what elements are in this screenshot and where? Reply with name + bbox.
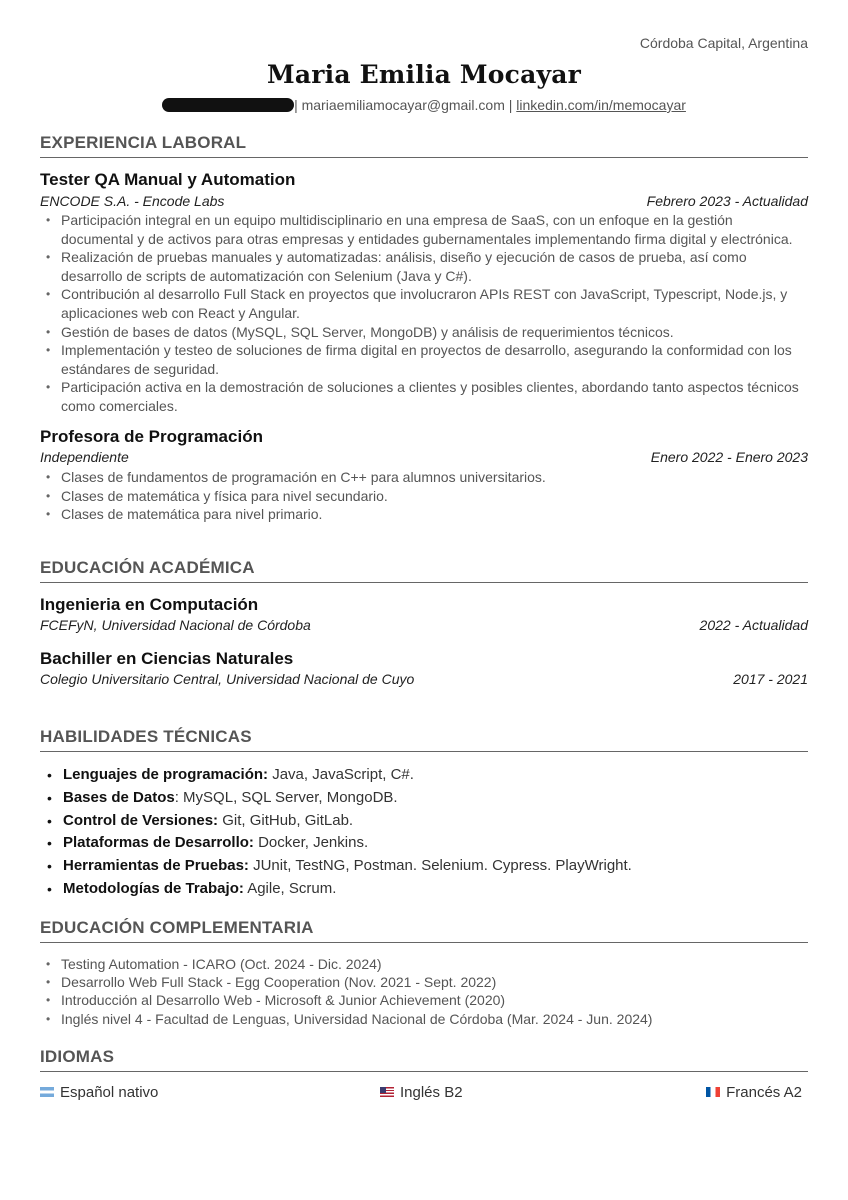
job-dates: Febrero 2023 - Actualidad (646, 193, 808, 209)
linkedin-link[interactable]: linkedin.com/in/memocayar (516, 97, 686, 113)
contact-separator-2: | (504, 97, 517, 113)
section-title-experience: EXPERIENCIA LABORAL (40, 133, 247, 152)
skill-label: Control de Versiones: (63, 811, 219, 829)
job-dates: Enero 2022 - Enero 2023 (650, 449, 808, 465)
job-title: Tester QA Manual y Automation (40, 170, 296, 189)
list-item (40, 832, 808, 855)
section-title-complementary: EDUCACIÓN COMPLEMENTARIA (40, 918, 314, 937)
skill-value: Docker, Jenkins. (253, 834, 369, 852)
section-title-skills: HABILIDADES TÉCNICAS (40, 727, 252, 746)
section-divider (40, 1071, 808, 1072)
france-flag-icon (706, 1087, 720, 1097)
job-company: Independiente (40, 449, 129, 465)
skill-value: : MySQL, SQL Server, MongoDB. (174, 788, 398, 806)
skill-value: Agile, Scrum. (243, 879, 337, 897)
list-item: • Gestión de bases de datos (MySQL, SQL Server, MongoDB) y análisis de requerimientos técnicos. (40, 323, 808, 342)
contact-separator: | (294, 97, 302, 113)
skill-label: Plataformas de Desarrollo: (63, 834, 254, 852)
language-label: Francés A2 (726, 1084, 802, 1101)
degree-institution: Colegio Universitario Central, Universidad Nacional de Cuyo (40, 671, 415, 687)
section-divider (40, 157, 808, 158)
degree-title: Bachiller en Ciencias Naturales (40, 649, 294, 668)
degree-dates: 2022 - Actualidad (699, 617, 808, 633)
degree-institution: FCEFyN, Universidad Nacional de Córdoba (40, 617, 311, 633)
list-item (40, 855, 808, 878)
language-item (380, 1084, 463, 1101)
list-item: • Participación activa en la demostración de soluciones a clientes y posibles clientes, abordando tanto aspectos técnicos como comerciales. (40, 378, 808, 415)
usa-flag-icon (380, 1087, 394, 1097)
section-title-education: EDUCACIÓN ACADÉMICA (40, 558, 255, 577)
language-item (40, 1084, 158, 1101)
job-bullets (40, 211, 808, 416)
job-bullets (40, 468, 808, 524)
list-item: • Inglés nivel 4 - Facultad de Lenguas, Universidad Nacional de Córdoba (Mar. 2024 - Jun. 2024) (40, 1010, 808, 1028)
list-item: • Desarrollo Web Full Stack - Egg Cooperation (Nov. 2021 - Sept. 2022) (40, 973, 808, 991)
list-item (40, 787, 808, 810)
job-company: ENCODE S.A. - Encode Labs (40, 193, 225, 209)
argentina-flag-icon (40, 1087, 54, 1097)
list-item: • Realización de pruebas manuales y automatizadas: análisis, diseño y ejecución de casos de prueba, así como desarrollo de scripts de automatización con Selenium (Java y C#). (40, 248, 808, 285)
location: Córdoba Capital, Argentina (639, 35, 808, 51)
list-item: • Clases de matemática y física para nivel secundario. (40, 487, 808, 506)
job-subline (40, 449, 808, 465)
job-title: Profesora de Programación (40, 427, 263, 446)
list-item: • Implementación y testeo de soluciones de firma digital en proyectos de desarrollo, asegurando la conformidad con los estándares de seguridad. (40, 341, 808, 378)
list-item (40, 878, 808, 901)
section-divider (40, 942, 808, 943)
skill-label: Metodologías de Trabajo: (63, 879, 244, 897)
degree-subline (40, 671, 808, 687)
complementary-list (40, 955, 808, 1028)
list-item: • Participación integral en un equipo multidisciplinario en una empresa de SaaS, con un enfoque en la gestión documental y de activos para otras empresas y entidades gubernamentales implementando firma digital y electrónica. (40, 211, 808, 248)
list-item: • Testing Automation - ICARO (Oct. 2024 - Dic. 2024) (40, 955, 808, 973)
degree-title: Ingenieria en Computación (40, 595, 259, 614)
skill-value: Git, GitHub, GitLab. (218, 811, 354, 829)
skill-value: JUnit, TestNG, Postman. Selenium. Cypress. PlayWright. (248, 857, 632, 875)
skill-value: Java, JavaScript, C#. (268, 766, 414, 783)
list-item: • Introducción al Desarrollo Web - Microsoft & Junior Achievement (2020) (40, 991, 808, 1009)
language-label: Inglés B2 (400, 1084, 463, 1101)
skill-label: Lenguajes de programación: (63, 766, 269, 783)
email-text: mariaemiliamocayar@gmail.com (301, 97, 505, 113)
degree-subline (40, 617, 808, 633)
job-subline (40, 193, 808, 209)
redacted-phone (162, 98, 294, 112)
contact-line (40, 97, 808, 113)
resume-page (40, 0, 808, 1200)
skill-label: Herramientas de Pruebas: (63, 857, 249, 875)
list-item: • Clases de fundamentos de programación en C++ para alumnos universitarios. (40, 468, 808, 487)
skill-label: Bases de Datos (63, 788, 175, 806)
skills-list (40, 764, 808, 901)
degree-dates: 2017 - 2021 (733, 671, 808, 687)
list-item (40, 764, 808, 787)
list-item: • Clases de matemática para nivel primario. (40, 505, 808, 524)
language-label: Español nativo (60, 1084, 159, 1101)
list-item (40, 810, 808, 833)
section-divider (40, 751, 808, 752)
list-item: • Contribución al desarrollo Full Stack en proyectos que involucraron APIs REST con JavaScript, Typescript, Node.js, y aplicaciones web con React y Angular. (40, 285, 808, 322)
language-item (706, 1084, 802, 1101)
section-title-languages: IDIOMAS (40, 1047, 115, 1066)
candidate-name: Maria Emilia Mocayar (266, 60, 581, 89)
section-divider (40, 582, 808, 583)
